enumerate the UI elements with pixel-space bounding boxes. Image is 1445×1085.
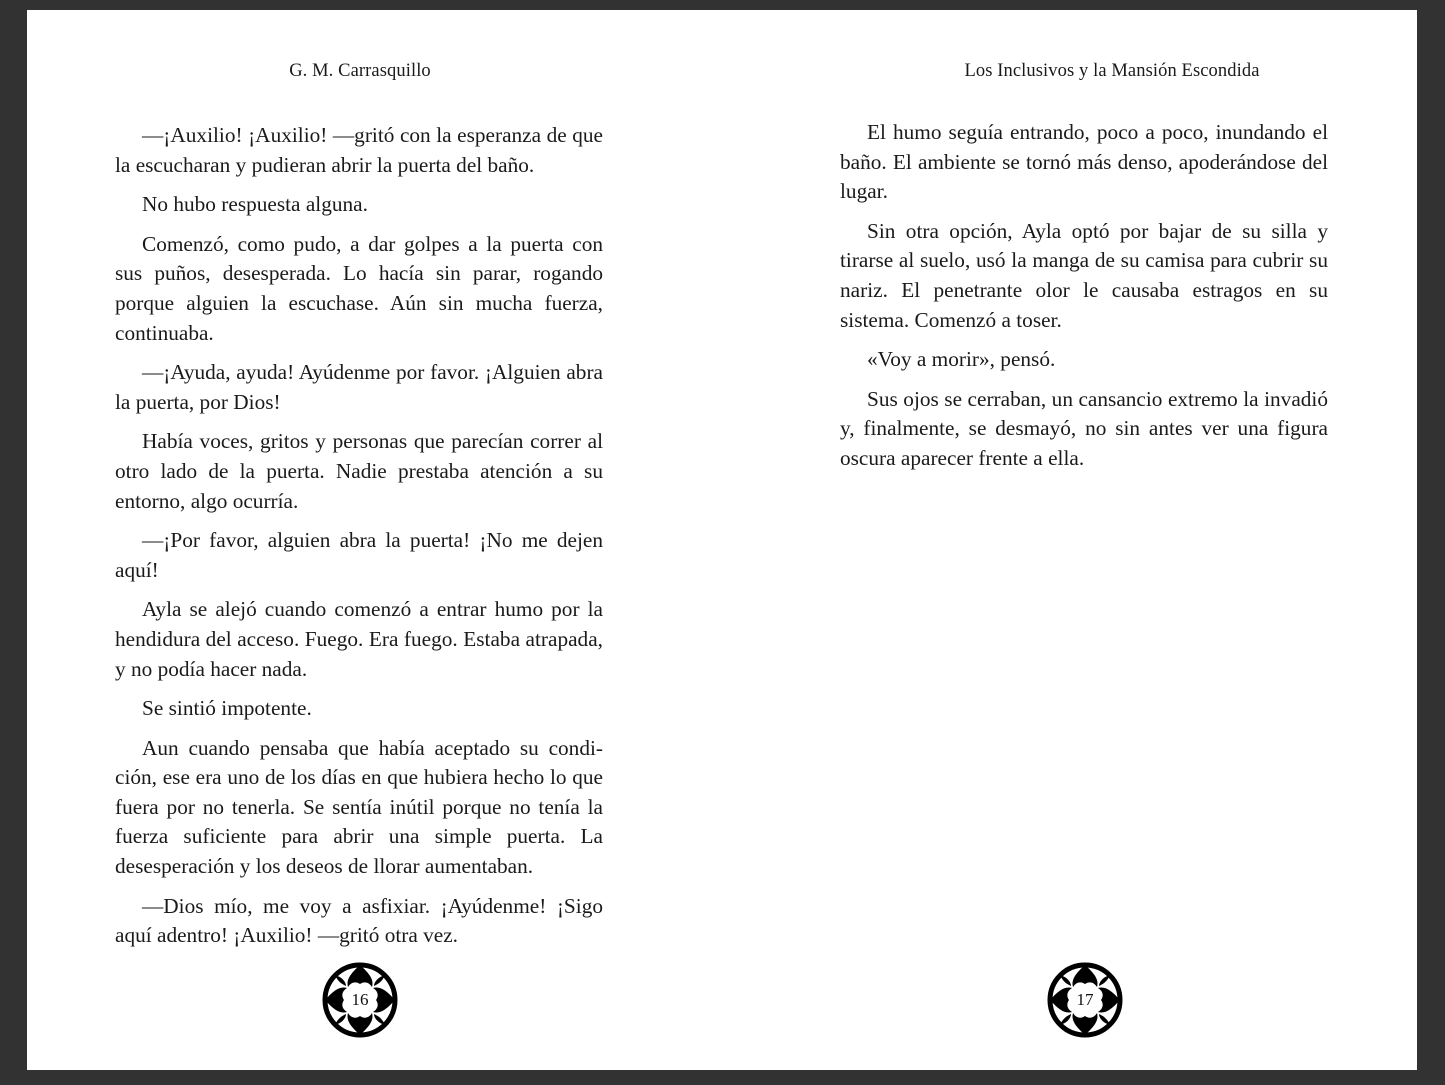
- paragraph: El humo seguía entrando, poco a poco, inundando el baño. El ambiente se tornó más denso, apoderándose del lugar.: [840, 120, 1328, 204]
- paragraph: Comenzó, como pudo, a dar golpes a la puerta con sus puños, desesperada. Lo hacía sin parar, rogando porque alguien la escuchase. Aún sin mucha fuerza, continuaba.: [115, 231, 603, 345]
- paragraph: Sus ojos se cerraban, un cansancio extremo la invadió y, finalmente, se desmayó, no sin antes ver una figura oscura aparecer frente a ella.: [840, 386, 1328, 470]
- paragraph: Sin otra opción, Ayla optó por bajar de su silla y tirarse al suelo, usó la manga de su camisa para cubrir su nariz. El penetrante olor le causaba estragos en su sistema. Comenzó a toser.: [840, 218, 1328, 332]
- paragraph: —¡Ayuda, ayuda! Ayúdenme por favor. ¡Alguien abra la puerta, por Dios!: [115, 360, 603, 414]
- book-spread: [27, 10, 1417, 1070]
- left-page-body: [115, 121, 603, 961]
- paragraph: Se sintió impotente.: [142, 696, 312, 721]
- paragraph: «Voy a morir», pensó.: [867, 347, 1056, 372]
- page-number-ornament: [320, 960, 400, 1040]
- paragraph: —¡Auxilio! ¡Auxilio! —gritó con la esperanza de que la escucharan y pudieran abrir la puerta del baño.: [115, 123, 603, 177]
- paragraph: —Dios mío, me voy a asfixiar. ¡Ayúdenme! ¡Sigo aquí adentro! ¡Auxilio! —gritó otra vez.: [115, 893, 603, 948]
- paragraph: Ayla se alejó cuando comenzó a entrar humo por la hendidura del acceso. Fuego. Era fuego. Estaba atrapada, y no podía hacer nada.: [115, 597, 603, 681]
- right-page-body: [840, 118, 1328, 484]
- right-page: [722, 10, 1417, 1070]
- page-number: 16: [351, 990, 369, 1009]
- page-number: 17: [1076, 990, 1094, 1009]
- paragraph: Aun cuando pensaba que había aceptado su condición, ese era uno de los días en que hubiera hecho lo que fuera por no tenerla. Se sentía inútil porque no tenía la fuerza suficiente para abrir una simple puerta. La desesperación y los deseos de llorar aumentaban.: [115, 735, 603, 879]
- paragraph: —¡Por favor, alguien abra la puerta! ¡No me dejen aquí!: [115, 528, 603, 582]
- paragraph: No hubo respuesta alguna.: [142, 192, 368, 217]
- left-page: [27, 10, 722, 1070]
- page-number-ornament: [1045, 960, 1125, 1040]
- running-head-author: G. M. Carrasquillo: [289, 61, 431, 81]
- paragraph: Había voces, gritos y personas que parecían correr al otro lado de la puerta. Nadie prestaba atención a su entorno, algo ocurría.: [115, 429, 603, 513]
- running-head-title: Los Inclusivos y la Mansión Escondida: [964, 61, 1260, 81]
